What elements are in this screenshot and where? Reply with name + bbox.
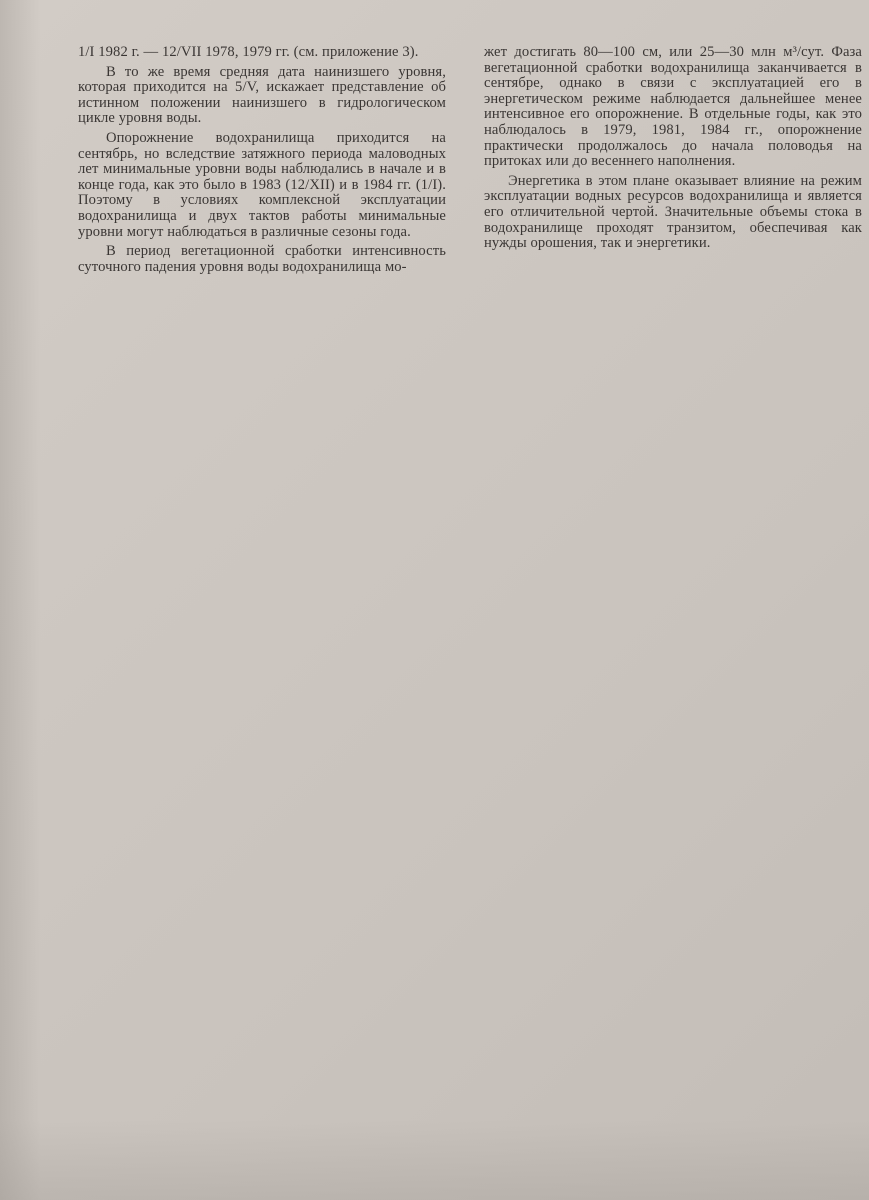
text-column-right: [484, 45, 862, 252]
paragraph: Энергетика в этом плане оказывает влияние на режим эксплуатации водных ресурсов водохранилища и является его отличительной чертой. Значительные объемы стока в водохранилище проходят транзитом, обеспечивая как нужды орошения, так и энергетики.: [484, 172, 862, 252]
page-shadow-bottom: [0, 1120, 869, 1200]
text-column-left: [78, 45, 446, 275]
page-shadow-left: [0, 0, 40, 1200]
paragraph: Опорожнение водохранилища приходится на сентябрь, но вследствие затяжного периода маловодных лет минимальные уровни воды наблюдались в начале и в конце года, как это было в 1983 (12/XII) и в 1984 гг. (1/I). Поэтому в условиях комплексной эксплуатации водохранилища и двух тактов работы минимальные уровни могут наблюдаться в различные сезоны года.: [78, 129, 446, 240]
paragraph: В период вегетационной сработки интенсивность суточного падения уровня воды водохранилища мо-: [78, 243, 446, 275]
paragraph-continuation: жет достигать 80—100 см, или 25—30 млн м³/сут. Фаза вегетационной сработки водохранилища заканчивается в сентябре, однако в связи с эксплуатацией его в энергетическом режиме наблюдается дальнейшее менее интенсивное его опорожнение. В отдельные годы, как это наблюдалось в 1979, 1981, 1984 гг., опорожнение практически продолжалось до начала половодья на притоках или до весеннего наполнения.: [484, 44, 862, 170]
paragraph-continuation: 1/I 1982 г. — 12/VII 1978, 1979 гг. (см. приложение 3).: [78, 44, 419, 60]
paragraph: В то же время средняя дата наинизшего уровня, которая приходится на 5/V, искажает представление об истинном положении наинизшего в гидрологическом цикле уровня воды.: [78, 63, 446, 127]
